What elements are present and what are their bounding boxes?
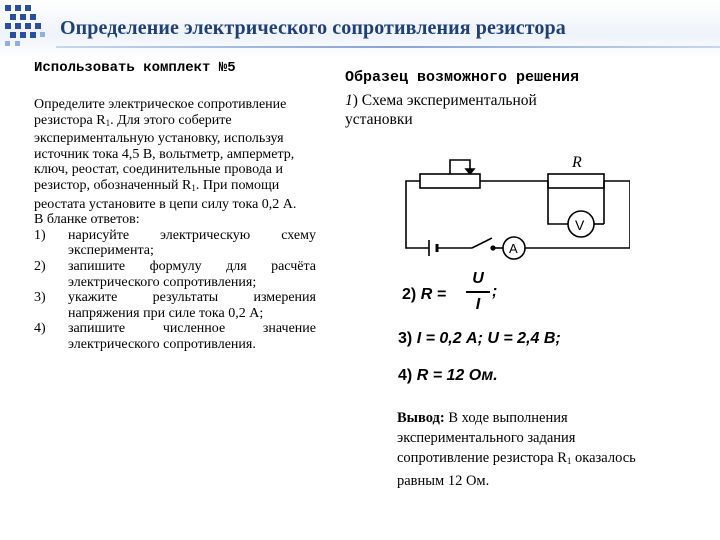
task-intro: Определите электрическое сопротивление резистора $R_1$. Для этого соберите экспериментальную установку, используя источник тока 4,5 В, вольтметр, амперметр, ключ, реостат, соединительные провода и резистор, обозначенный $R_1$. При помощи реостата установите в цепи силу тока 0,2 А. (34, 97, 297, 212)
conclusion-text: Вывод: В ходе выполнения экспериментального задания сопротивление резистора $R_1$ оказалось равным 12 Ом. (397, 410, 636, 489)
resistor-label: R (572, 154, 582, 171)
voltmeter-label: V (575, 217, 585, 233)
formula-line-4: 4) R = 12 Ом. (398, 367, 498, 384)
list-item: 2) запишите формулу для расчёта электрического сопротивления; (34, 258, 316, 290)
resistor-r1 (548, 174, 604, 188)
circuit-diagram (380, 150, 630, 268)
list-item: 3) укажите результаты измерения напряжения при силе тока 0,2 А; (34, 290, 316, 321)
kit-label: Использовать комплект №5 (34, 60, 236, 76)
switch-blade (472, 238, 492, 248)
title-rule (56, 46, 720, 48)
task-text (34, 97, 316, 353)
rheostat (420, 174, 480, 188)
fraction-bar (466, 291, 490, 293)
list-item: 4) запишите численное значение электрического сопротивления. (34, 321, 316, 352)
fraction-numerator: U (472, 270, 484, 287)
fraction-denominator: I (475, 296, 481, 313)
answer-header: В бланке ответов: (34, 212, 140, 228)
formula-line-2: 2) R = (402, 286, 447, 303)
ammeter-label: A (509, 241, 518, 256)
logo-icon (2, 2, 48, 48)
scheme-label: 1) Схема экспериментальной установки (345, 92, 537, 128)
list-item: 1) нарисуйте электрическую схему эксперимента; (34, 227, 316, 259)
page-title: Определение электрического сопротивления резистора (60, 17, 566, 39)
formula-line-3: 3) I = 0,2 А; U = 2,4 В; (398, 330, 561, 347)
solution-heading: Образец возможного решения (345, 69, 580, 86)
formula-tail: ; (492, 283, 498, 300)
